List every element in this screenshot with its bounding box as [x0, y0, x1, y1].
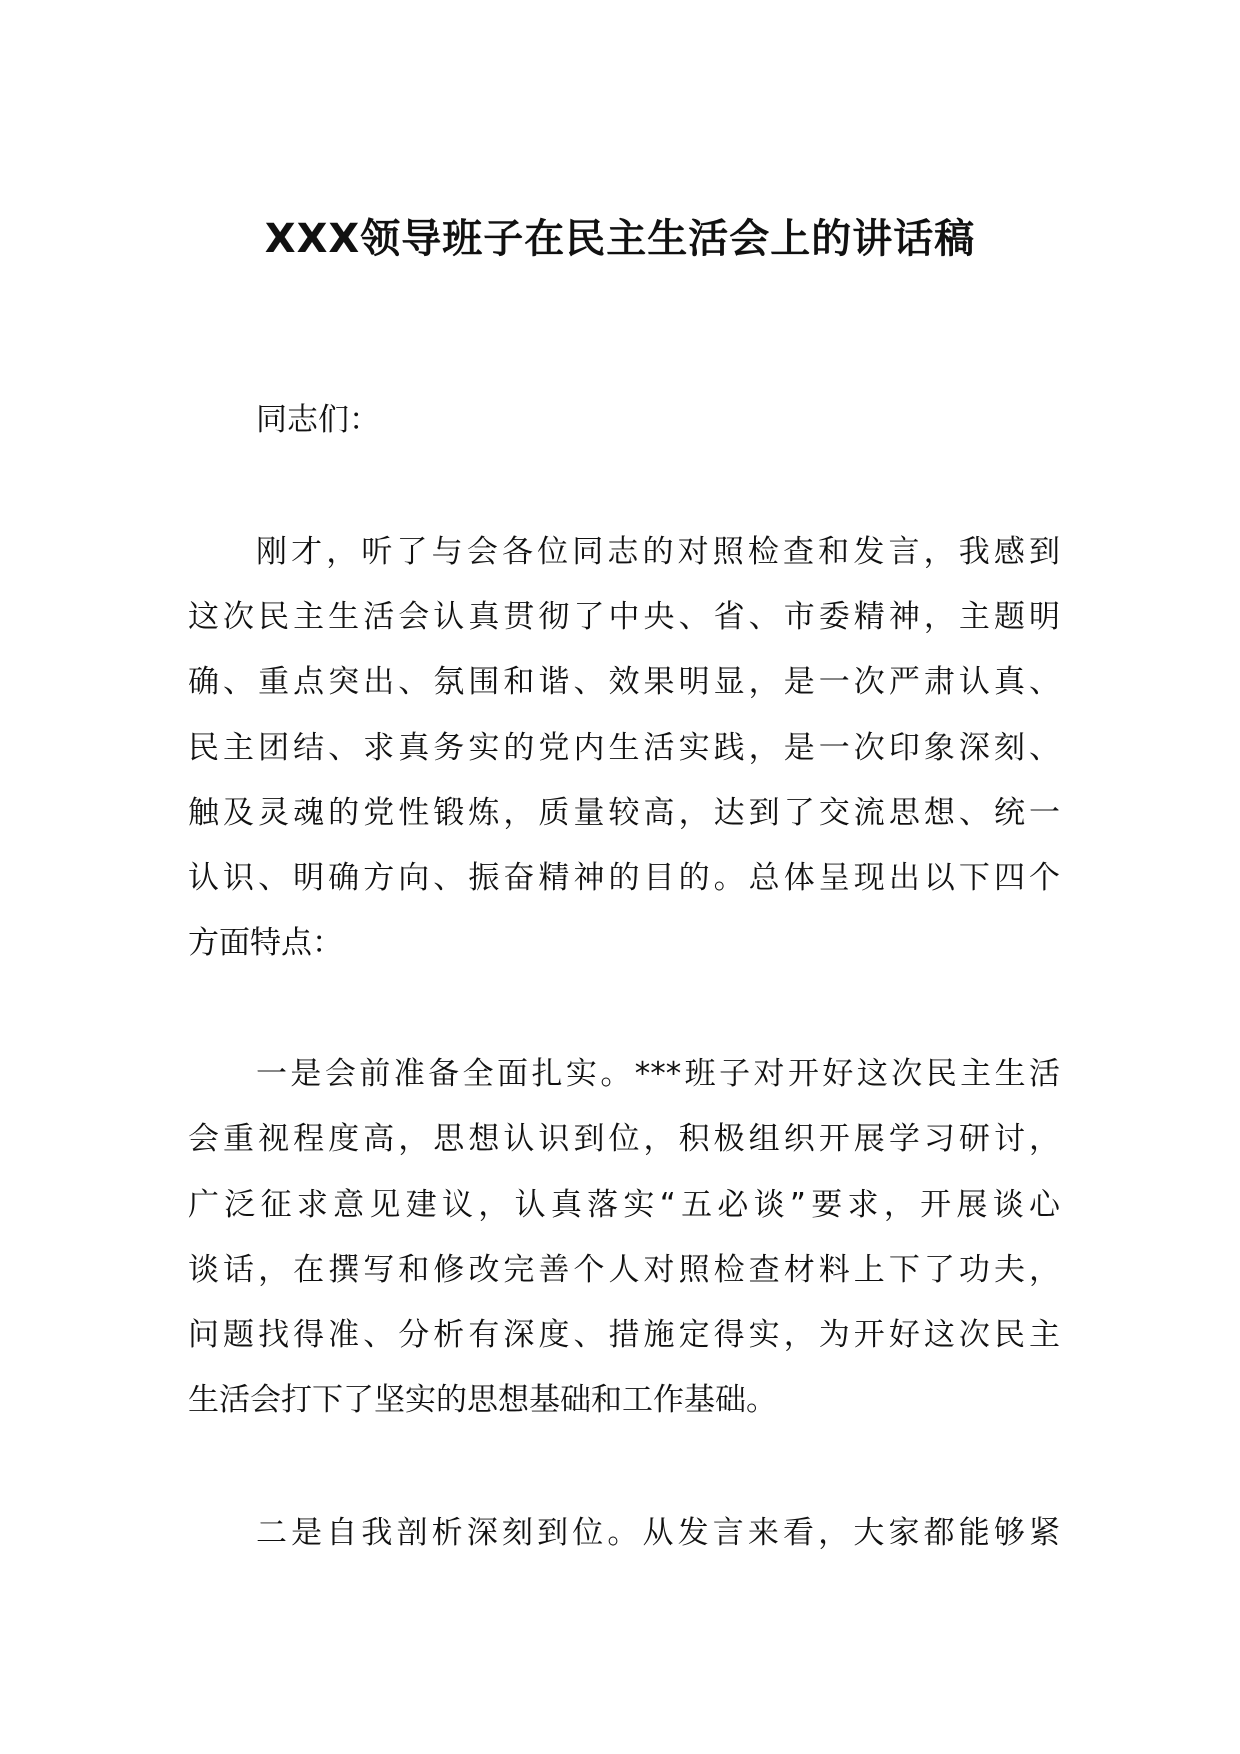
paragraph-line: 广泛征求意见建议，认真落实“五必谈”要求，开展谈心 [188, 1187, 1060, 1223]
paragraph-line: 问题找得准、分析有深度、措施定得实，为开好这次民主 [188, 1317, 1060, 1353]
paragraph-line: 一是会前准备全面扎实。***班子对开好这次民主生活 [256, 1056, 1060, 1092]
paragraph-line: 刚才，听了与会各位同志的对照检查和发言，我感到 [256, 534, 1060, 570]
paragraph-line: 生活会打下了坚实的思想基础和工作基础。 [188, 1382, 777, 1418]
paragraph-line: 确、重点突出、氛围和谐、效果明显，是一次严肃认真、 [188, 664, 1060, 700]
paragraph-line: 会重视程度高，思想认识到位，积极组织开展学习研讨， [188, 1121, 1060, 1157]
paragraph-line: 民主团结、求真务实的党内生活实践，是一次印象深刻、 [188, 730, 1060, 766]
paragraph-line: 认识、明确方向、振奋精神的目的。总体呈现出以下四个 [188, 860, 1060, 896]
paragraph-line: 触及灵魂的党性锻炼，质量较高，达到了交流思想、统一 [188, 795, 1060, 831]
document-title: XXX领导班子在民主生活会上的讲话稿 [264, 216, 976, 262]
paragraph-line: 二是自我剖析深刻到位。从发言来看，大家都能够紧 [256, 1515, 1060, 1551]
paragraph-line: 谈话，在撰写和修改完善个人对照检查材料上下了功夫， [188, 1252, 1060, 1288]
greeting: 同志们： [256, 402, 380, 438]
paragraph-line: 这次民主生活会认真贯彻了中央、省、市委精神，主题明 [188, 599, 1060, 635]
paragraph-line: 方面特点： [188, 925, 343, 961]
